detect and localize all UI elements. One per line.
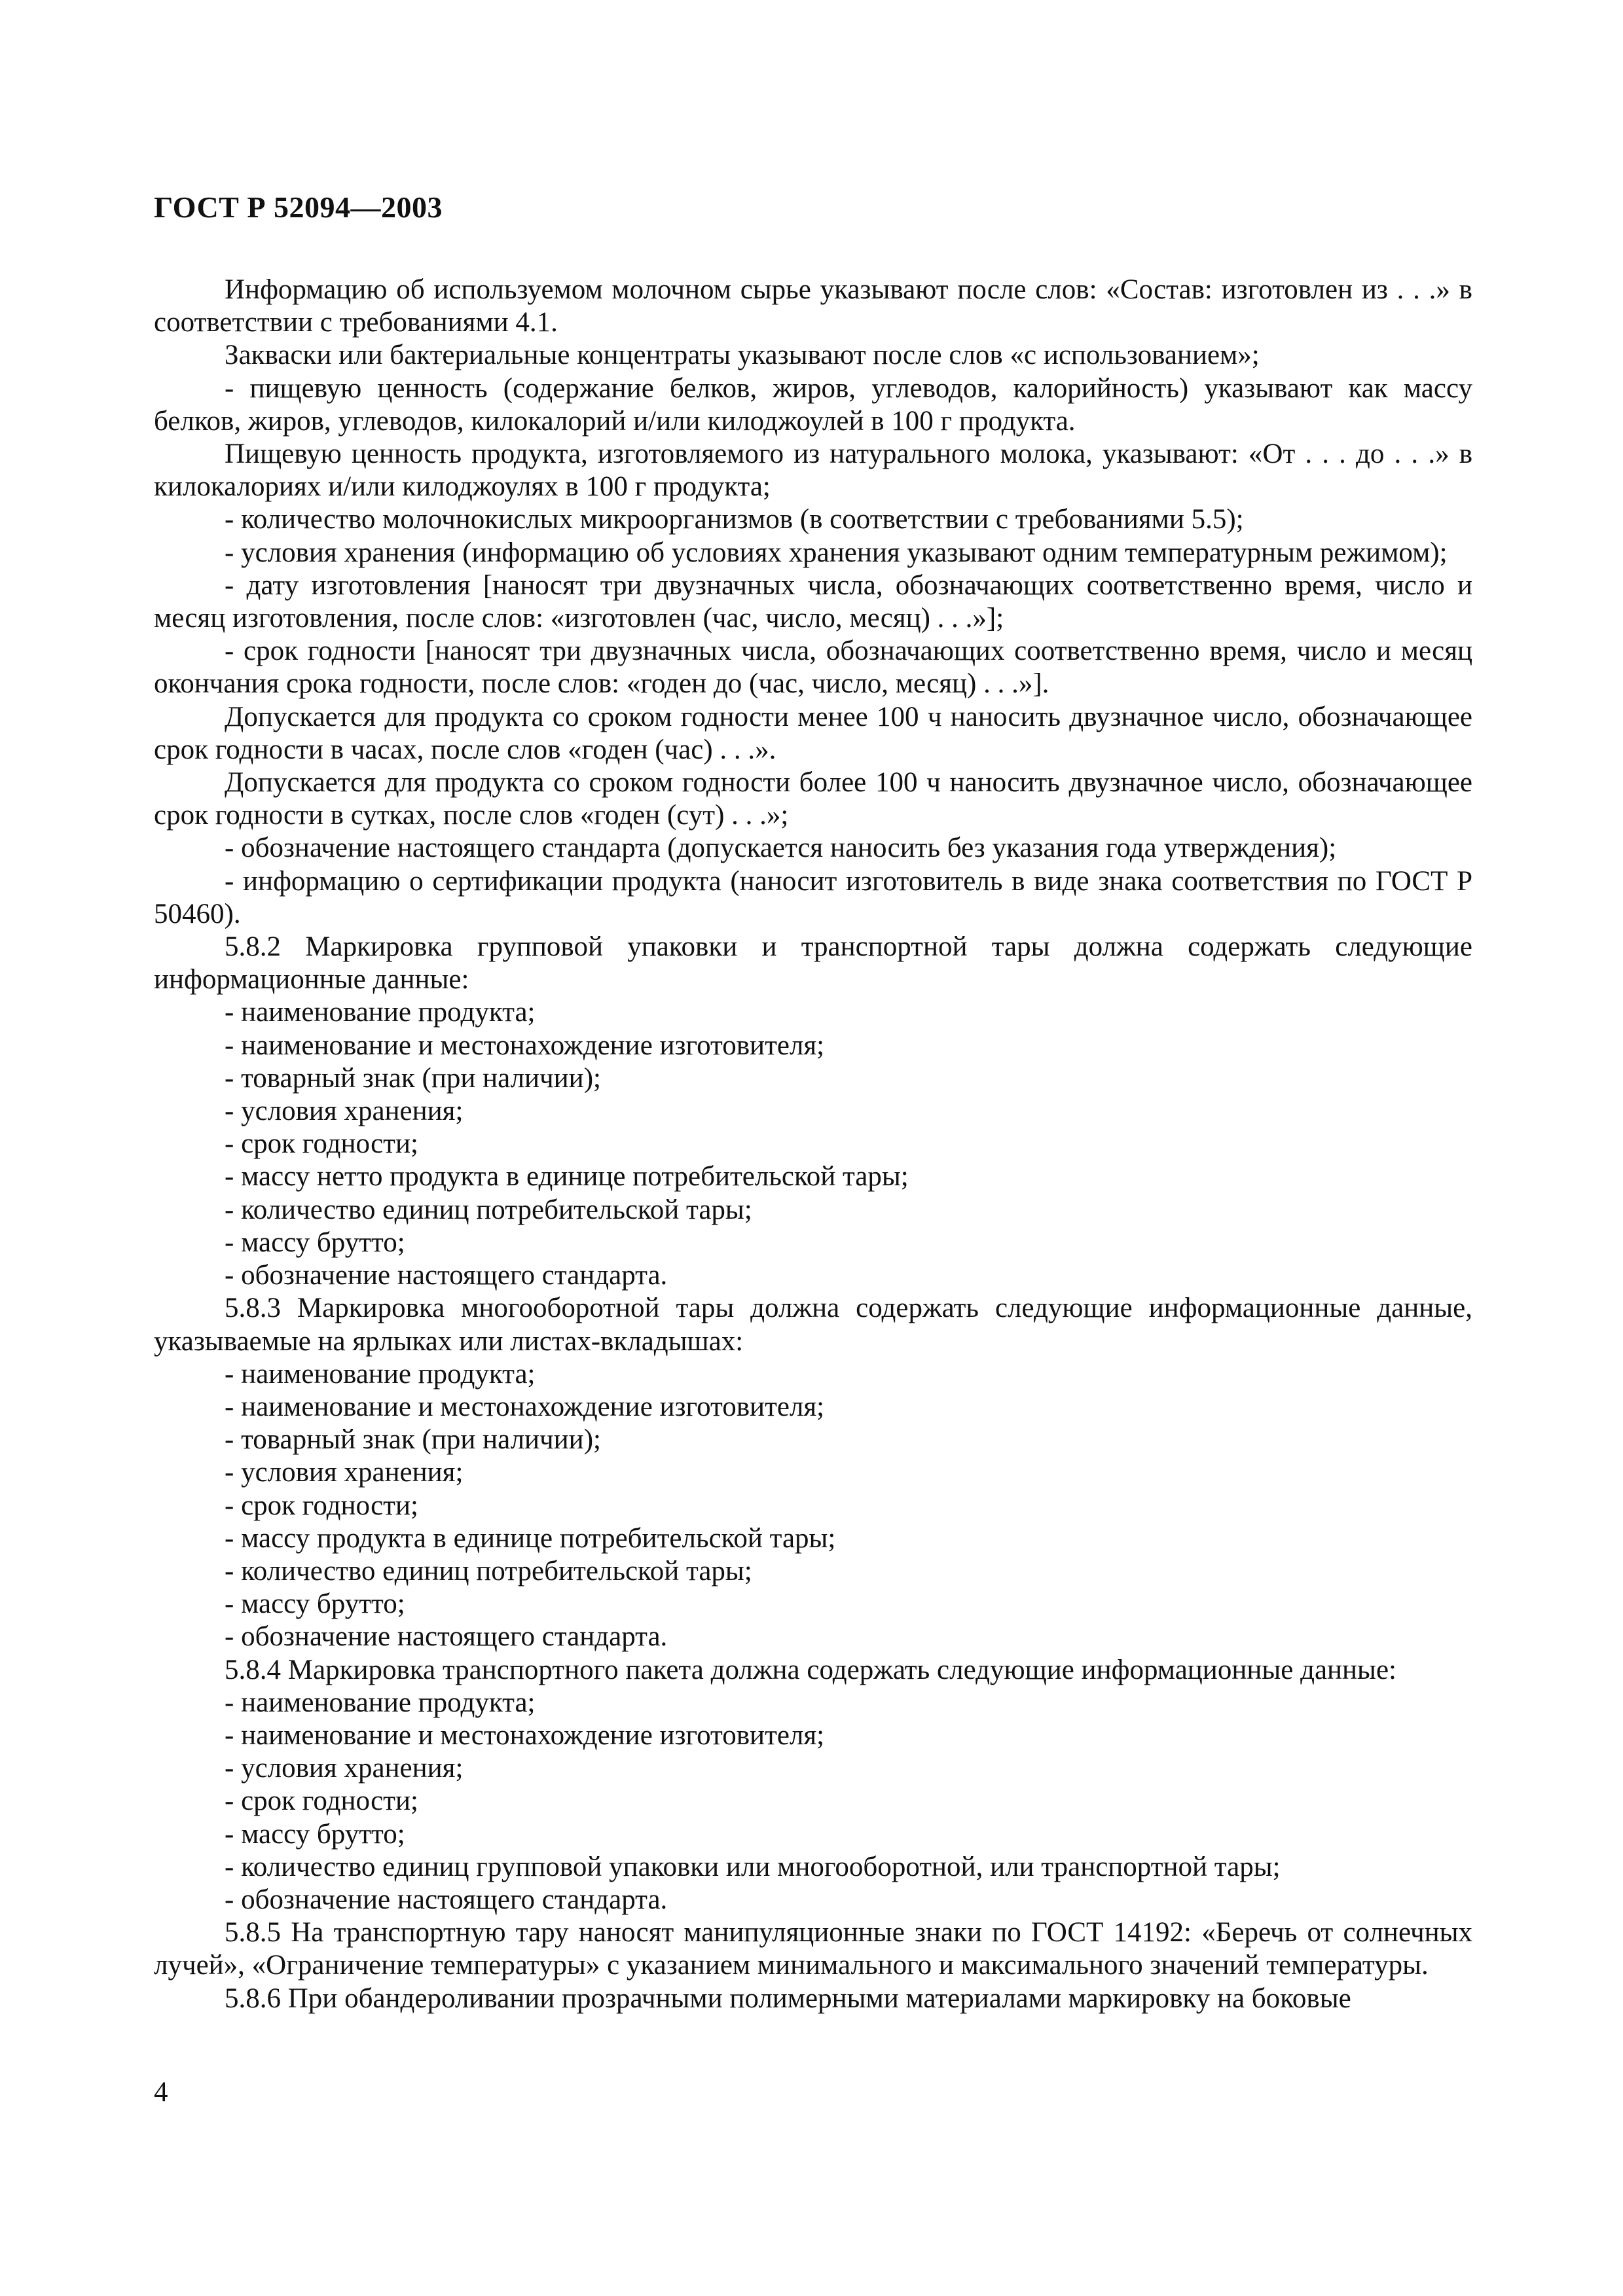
paragraph: Информацию об используемом молочном сырье указывают после слов: «Состав: изготовлен из . . .» в соответствии с требованиями 4.1. — [154, 274, 1472, 338]
list-item: - массу продукта в единице потребительской тары; — [225, 1522, 836, 1554]
list-item: - обозначение настоящего стандарта. — [225, 1260, 668, 1291]
list-item: - наименование и местонахождение изготовителя; — [225, 1030, 825, 1061]
list-item: - количество единиц потребительской тары; — [225, 1194, 752, 1225]
paragraph: - дату изготовления [наносят три двузначных числа, обозначающих соответственно время, число и месяц изготовления, после слов: «изготовлен (час, число, месяц) . . .»]; — [154, 569, 1472, 634]
list-item: - массу брутто; — [225, 1588, 405, 1620]
list-item: - массу нетто продукта в единице потребительской тары; — [225, 1161, 909, 1193]
paragraph: - срок годности [наносят три двузначных числа, обозначающих соответственно время, число и месяц окончания срока годности, после слов: «годен до (час, число, месяц) . . .»]. — [154, 636, 1472, 700]
list-item: - наименование продукта; — [225, 1358, 536, 1390]
list-item: - массу брутто; — [225, 1227, 405, 1258]
clause-5-8-4: 5.8.4 Маркировка транспортного пакета должна содержать следующие информационные данные: — [225, 1654, 1396, 1685]
document-body — [154, 274, 1472, 2015]
paragraph: - обозначение настоящего стандарта (допускается наносить без указания года утверждения); — [225, 833, 1337, 864]
list-item: - количество единиц потребительской тары; — [225, 1555, 752, 1587]
list-item: - условия хранения; — [225, 1096, 464, 1127]
list-item: - наименование продукта; — [225, 1687, 536, 1718]
list-item: - срок годности; — [225, 1128, 418, 1160]
paragraph: Допускается для продукта со сроком годности более 100 ч наносить двузначное число, обозначающее срок годности в сутках, после слов «годен (сут) . . .»; — [154, 767, 1472, 831]
list-item: - количество единиц групповой упаковки или многооборотной, или транспортной тары; — [225, 1851, 1281, 1882]
clause-5-8-2: 5.8.2 Маркировка групповой упаковки и транспортной тары должна содержать следующие информационные данные: — [154, 931, 1472, 996]
clause-5-8-5: 5.8.5 На транспортную тару наносят манипуляционные знаки по ГОСТ 14192: «Беречь от солнечных лучей», «Ограничение температуры» с указанием минимального и максимального значений температуры. — [154, 1917, 1472, 1981]
list-item: - наименование и местонахождение изготовителя; — [225, 1719, 825, 1751]
list-item: - срок годности; — [225, 1785, 418, 1817]
list-item: - наименование продукта; — [225, 997, 536, 1028]
paragraph: - пищевую ценность (содержание белков, жиров, углеводов, калорийность) указывают как массу белков, жиров, углеводов, килокалорий и/или килоджоулей в 100 г продукта. — [154, 372, 1472, 437]
paragraph: Допускается для продукта со сроком годности менее 100 ч наносить двузначное число, обозначающее срок годности в часах, после слов «годен (час) . . .». — [154, 701, 1472, 765]
list-item: - обозначение настоящего стандарта. — [225, 1884, 668, 1915]
paragraph: - информацию о сертификации продукта (наносит изготовитель в виде знака соответствия по ГОСТ Р 50460). — [154, 865, 1472, 929]
clause-5-8-6: 5.8.6 При обандероливании прозрачными полимерными материалами маркировку на боковые — [225, 1982, 1351, 2014]
paragraph: Закваски или бактериальные концентраты указывают после слов «с использованием»; — [225, 340, 1260, 371]
list-item: - обозначение настоящего стандарта. — [225, 1621, 668, 1653]
clause-5-8-3: 5.8.3 Маркировка многооборотной тары должна содержать следующие информационные данные, указываемые на ярлыках или листах-вкладышах: — [154, 1293, 1472, 1357]
paragraph: - условия хранения (информацию об условиях хранения указывают одним температурным режимом); — [225, 537, 1448, 568]
paragraph: Пищевую ценность продукта, изготовляемого из натурального молока, указывают: «От . . . до . . .» в килокалориях и/или килоджоулях в 100 г продукта; — [154, 439, 1472, 503]
list-item: - условия хранения; — [225, 1753, 464, 1784]
list-item: - товарный знак (при наличии); — [225, 1424, 601, 1456]
page-number: 4 — [154, 2077, 168, 2108]
list-item: - срок годности; — [225, 1490, 418, 1521]
list-item: - товарный знак (при наличии); — [225, 1062, 601, 1094]
list-item: - условия хранения; — [225, 1457, 464, 1488]
document-code-header: ГОСТ Р 52094—2003 — [154, 190, 443, 224]
list-item: - наименование и местонахождение изготовителя; — [225, 1391, 825, 1422]
paragraph: - количество молочнокислых микроорганизмов (в соответствии с требованиями 5.5); — [225, 504, 1244, 535]
list-item: - массу брутто; — [225, 1818, 405, 1850]
